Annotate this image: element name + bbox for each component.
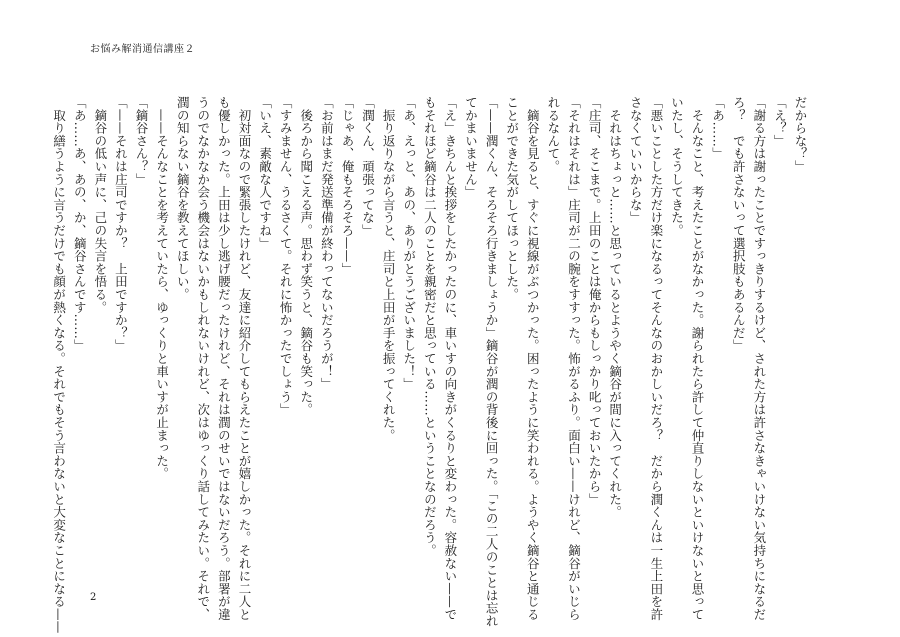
text-line: ——そんなことを考えていたら、ゆっくりと車いすが止まった。 — [154, 96, 170, 480]
text-line: そんなこと、考えたことがなかった。謝られたら許して仲直りしないといけないと思って — [690, 96, 706, 621]
text-line: 「鏑谷さん？」 — [134, 96, 149, 186]
text-line: いたし、そうしてきた。 — [669, 96, 685, 237]
text-line: 「じゃあ、俺もそろそろ——」 — [339, 96, 355, 276]
text-line: ろ？ でも許さないって選択肢もあるんだ」 — [731, 96, 747, 352]
text-line: 「あ……あ、あの、か、鏑谷さんです……」 — [72, 96, 88, 352]
text-line: 振り返りながら言うと、庄司と上田が手を振ってくれた。 — [381, 96, 397, 442]
text-line: 「それはそれは」庄司が二の腕をすすった。怖がるふり。面白い——けれど、鏑谷がいじら — [566, 96, 582, 621]
text-line: 「——それは庄司ですか？ 上田ですか？」 — [113, 96, 129, 352]
text-line: 「潤くん、頑張ってな」 — [360, 96, 376, 237]
text-line: 「あ……」 — [710, 96, 726, 160]
text-line: 「悪いことした方だけ楽になるってそんなのおかしいだろ？ だから潤くんは一生上田を許 — [648, 96, 664, 621]
text-line: も優しかった。上田は少し逃げ腰だったけれど、それは潤のせいではないだろう。部署が違 — [216, 96, 232, 621]
running-header: お悩み解消通信講座２ — [90, 44, 195, 55]
text-line: 後ろから聞こえる声。思わず笑うと、鏑谷も笑った。 — [298, 96, 314, 416]
text-line: 「あ、えっと、あの、ありがとうございました！」 — [401, 96, 417, 391]
text-line: 「え？」 — [772, 96, 788, 148]
text-line: 「すみません、うるさくて。それに怖かったでしょう」 — [278, 96, 294, 416]
text-line: もそれほど鏑谷は二人のことを親密だと思っている……ということなのだろう。 — [422, 96, 438, 557]
text-line: 「——潤くん、そろそろ行きましょうか」鏑谷が潤の背後に回った。「この二人のことは忘れ — [484, 96, 500, 628]
text-line: 「え」きちんと挨拶をしたかったのに、車いすの向きがくるりと変わった。容赦ない——で — [442, 96, 458, 621]
vertical-body-text — [51, 96, 810, 634]
text-line: 「いえ、素敵な人ですね」 — [257, 96, 273, 250]
text-line: 「謝る方は謝ったことですっきりするけど、された方は許さなきゃいけない気持ちになるだ — [751, 96, 767, 621]
text-line: ことができた気がしてほっとした。 — [504, 96, 520, 301]
text-line: 初対面なので緊張したけれど、友達に紹介してもらえたことが嬉しかった。それに二人と — [236, 96, 252, 621]
text-line: だからな？」 — [793, 96, 808, 173]
text-line: 「お前はまだ発送準備が終わってないだろうが！」 — [319, 96, 335, 391]
text-line: さなくていいからな」 — [628, 96, 644, 224]
text-line: 「庄司、そこまで。上田のことは俺からもしっかり叱っておいたから」 — [587, 96, 603, 506]
text-line: それはちょっと……と思っているとようやく鏑谷が間に入ってくれた。 — [607, 96, 623, 519]
text-line: 鏑谷の低い声に、己の失言を悟る。 — [92, 96, 108, 314]
text-line: てかまいません」 — [463, 96, 479, 199]
text-line: れるなんて。 — [545, 96, 561, 173]
text-line: うのでなかなか会う機会はないかもしれないけれど、次はゆっくり話してみたい。それで、 — [195, 96, 211, 621]
text-line: 潤の知らない鏑谷を教えてほしい。 — [175, 96, 191, 301]
text-line: 取り繕うように言うだけでも顔が熱くなる。それでもそう言わないと大変なことになる—— — [51, 96, 67, 634]
text-line: 鏑谷を見ると、すぐに視線がぶつかった。困ったように笑われる。ようやく鏑谷と通じる — [525, 96, 541, 621]
page-number: 2 — [90, 592, 97, 603]
